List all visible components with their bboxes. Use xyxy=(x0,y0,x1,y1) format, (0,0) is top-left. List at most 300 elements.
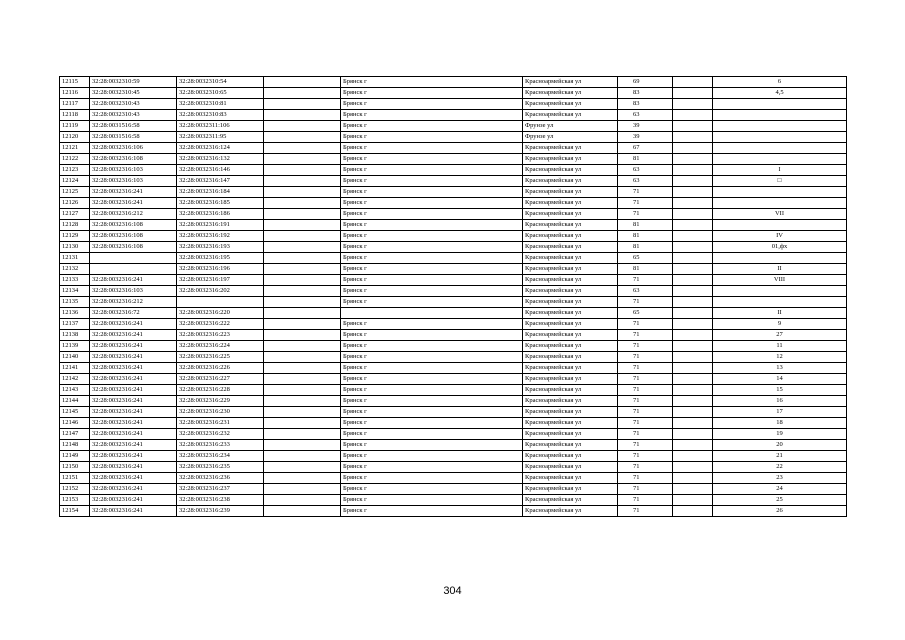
object-cadastral-cell: 32:28:0032316:226 xyxy=(177,363,264,374)
building-cell xyxy=(673,407,713,418)
locality-cell: Брянск г xyxy=(341,77,523,88)
apartment-cell: 01,фх xyxy=(713,242,847,253)
street-cell: Красноармейская ул xyxy=(523,319,618,330)
apartment-cell xyxy=(713,198,847,209)
house-cell: 71 xyxy=(618,330,673,341)
table-row xyxy=(60,264,847,275)
table-row xyxy=(60,407,847,418)
row-number-cell: 12117 xyxy=(60,99,90,110)
street-cell: Красноармейская ул xyxy=(523,154,618,165)
cadastral-number-cell: 32:28:0032310:59 xyxy=(90,77,177,88)
row-number-cell: 12132 xyxy=(60,264,90,275)
empty-cell xyxy=(264,385,341,396)
cadastral-number-cell: 32:28:0032316:103 xyxy=(90,176,177,187)
locality-cell: Брянск г xyxy=(341,220,523,231)
building-cell xyxy=(673,418,713,429)
house-cell: 71 xyxy=(618,319,673,330)
cadastral-number-cell: 32:28:0032316:212 xyxy=(90,297,177,308)
apartment-cell: 4,5 xyxy=(713,88,847,99)
apartment-cell xyxy=(713,220,847,231)
empty-cell xyxy=(264,308,341,319)
cadastral-number-cell: 32:28:0032316:241 xyxy=(90,473,177,484)
table-row xyxy=(60,297,847,308)
house-cell: 83 xyxy=(618,99,673,110)
street-cell: Красноармейская ул xyxy=(523,429,618,440)
building-cell xyxy=(673,462,713,473)
street-cell: Красноармейская ул xyxy=(523,176,618,187)
empty-cell xyxy=(264,407,341,418)
building-cell xyxy=(673,440,713,451)
object-cadastral-cell: 32:28:0032316:222 xyxy=(177,319,264,330)
building-cell xyxy=(673,297,713,308)
street-cell: Красноармейская ул xyxy=(523,451,618,462)
building-cell xyxy=(673,154,713,165)
locality-cell: Брянск г xyxy=(341,374,523,385)
building-cell xyxy=(673,198,713,209)
row-number-cell: 12136 xyxy=(60,308,90,319)
locality-cell: Брянск г xyxy=(341,154,523,165)
empty-cell xyxy=(264,77,341,88)
empty-cell xyxy=(264,352,341,363)
registry-table-body xyxy=(60,77,847,517)
apartment-cell: II xyxy=(713,264,847,275)
building-cell xyxy=(673,308,713,319)
locality-cell: Брянск г xyxy=(341,451,523,462)
empty-cell xyxy=(264,451,341,462)
empty-cell xyxy=(264,275,341,286)
cadastral-number-cell: 32:28:0032316:241 xyxy=(90,440,177,451)
house-cell: 63 xyxy=(618,165,673,176)
building-cell xyxy=(673,110,713,121)
cadastral-number-cell: 32:28:0032316:241 xyxy=(90,495,177,506)
cadastral-number-cell: 32:28:0032316:106 xyxy=(90,143,177,154)
apartment-cell: 20 xyxy=(713,440,847,451)
row-number-cell: 12115 xyxy=(60,77,90,88)
object-cadastral-cell: 32:28:0032310:65 xyxy=(177,88,264,99)
cadastral-number-cell: 32:28:0032316:108 xyxy=(90,154,177,165)
apartment-cell xyxy=(713,143,847,154)
cadastral-number-cell: 32:28:0032316:241 xyxy=(90,198,177,209)
row-number-cell: 12133 xyxy=(60,275,90,286)
cadastral-number-cell: 32:28:0032316:108 xyxy=(90,220,177,231)
building-cell xyxy=(673,385,713,396)
street-cell: Красноармейская ул xyxy=(523,110,618,121)
apartment-cell xyxy=(713,121,847,132)
street-cell: Фрунзе ул xyxy=(523,132,618,143)
cadastral-number-cell: 32:28:0032316:241 xyxy=(90,341,177,352)
street-cell: Красноармейская ул xyxy=(523,297,618,308)
table-row xyxy=(60,473,847,484)
row-number-cell: 12141 xyxy=(60,363,90,374)
cadastral-number-cell: 32:28:0032310:45 xyxy=(90,88,177,99)
building-cell xyxy=(673,429,713,440)
locality-cell: Брянск г xyxy=(341,418,523,429)
table-row xyxy=(60,132,847,143)
locality-cell: Брянск г xyxy=(341,198,523,209)
house-cell: 81 xyxy=(618,154,673,165)
building-cell xyxy=(673,264,713,275)
row-number-cell: 12118 xyxy=(60,110,90,121)
row-number-cell: 12148 xyxy=(60,440,90,451)
building-cell xyxy=(673,77,713,88)
building-cell xyxy=(673,253,713,264)
locality-cell: Брянск г xyxy=(341,462,523,473)
object-cadastral-cell: 32:28:0032310:54 xyxy=(177,77,264,88)
row-number-cell: 12121 xyxy=(60,143,90,154)
row-number-cell: 12129 xyxy=(60,231,90,242)
street-cell: Красноармейская ул xyxy=(523,484,618,495)
object-cadastral-cell: 32:28:0032316:195 xyxy=(177,253,264,264)
object-cadastral-cell: 32:28:0032316:232 xyxy=(177,429,264,440)
building-cell xyxy=(673,374,713,385)
empty-cell xyxy=(264,286,341,297)
table-row xyxy=(60,341,847,352)
empty-cell xyxy=(264,297,341,308)
street-cell: Красноармейская ул xyxy=(523,143,618,154)
row-number-cell: 12145 xyxy=(60,407,90,418)
row-number-cell: 12130 xyxy=(60,242,90,253)
house-cell: 71 xyxy=(618,451,673,462)
house-cell: 71 xyxy=(618,374,673,385)
street-cell: Красноармейская ул xyxy=(523,253,618,264)
house-cell: 71 xyxy=(618,462,673,473)
cadastral-number-cell: 32:28:0032316:108 xyxy=(90,242,177,253)
row-number-cell: 12119 xyxy=(60,121,90,132)
row-number-cell: 12140 xyxy=(60,352,90,363)
locality-cell: Брянск г xyxy=(341,363,523,374)
building-cell xyxy=(673,341,713,352)
object-cadastral-cell: 32:28:0032316:233 xyxy=(177,440,264,451)
apartment-cell: II xyxy=(713,308,847,319)
cadastral-number-cell: 32:28:0032316:241 xyxy=(90,418,177,429)
building-cell xyxy=(673,143,713,154)
locality-cell: Брянск г xyxy=(341,429,523,440)
street-cell: Красноармейская ул xyxy=(523,286,618,297)
object-cadastral-cell: 32:28:0032316:202 xyxy=(177,286,264,297)
row-number-cell: 12144 xyxy=(60,396,90,407)
locality-cell: Брянск г xyxy=(341,407,523,418)
row-number-cell: 12128 xyxy=(60,220,90,231)
apartment-cell: 21 xyxy=(713,451,847,462)
cadastral-number-cell: 32:28:0032316:212 xyxy=(90,209,177,220)
table-row xyxy=(60,385,847,396)
row-number-cell: 12126 xyxy=(60,198,90,209)
house-cell: 71 xyxy=(618,297,673,308)
table-row xyxy=(60,99,847,110)
building-cell xyxy=(673,352,713,363)
row-number-cell: 12151 xyxy=(60,473,90,484)
row-number-cell: 12143 xyxy=(60,385,90,396)
table-row xyxy=(60,220,847,231)
street-cell: Красноармейская ул xyxy=(523,209,618,220)
object-cadastral-cell: 32:28:0032316:196 xyxy=(177,264,264,275)
empty-cell xyxy=(264,473,341,484)
street-cell: Красноармейская ул xyxy=(523,330,618,341)
building-cell xyxy=(673,319,713,330)
street-cell: Красноармейская ул xyxy=(523,407,618,418)
empty-cell xyxy=(264,110,341,121)
empty-cell xyxy=(264,121,341,132)
empty-cell xyxy=(264,253,341,264)
street-cell: Красноармейская ул xyxy=(523,187,618,198)
building-cell xyxy=(673,231,713,242)
locality-cell: Брянск г xyxy=(341,385,523,396)
cadastral-number-cell: 32:28:0032316:241 xyxy=(90,352,177,363)
empty-cell xyxy=(264,165,341,176)
locality-cell: Брянск г xyxy=(341,143,523,154)
empty-cell xyxy=(264,198,341,209)
building-cell xyxy=(673,484,713,495)
apartment-cell xyxy=(713,110,847,121)
apartment-cell: 19 xyxy=(713,429,847,440)
table-row xyxy=(60,231,847,242)
table-row xyxy=(60,396,847,407)
house-cell: 71 xyxy=(618,275,673,286)
table-row xyxy=(60,143,847,154)
locality-cell: Брянск г xyxy=(341,319,523,330)
empty-cell xyxy=(264,264,341,275)
locality-cell: Брянск г xyxy=(341,330,523,341)
locality-cell: Брянск г xyxy=(341,473,523,484)
street-cell: Красноармейская ул xyxy=(523,418,618,429)
street-cell: Красноармейская ул xyxy=(523,88,618,99)
building-cell xyxy=(673,451,713,462)
cadastral-number-cell: 32:28:0032316:241 xyxy=(90,319,177,330)
row-number-cell: 12137 xyxy=(60,319,90,330)
table-row xyxy=(60,286,847,297)
object-cadastral-cell: 32:28:0032316:225 xyxy=(177,352,264,363)
building-cell xyxy=(673,176,713,187)
object-cadastral-cell: 32:28:0032316:147 xyxy=(177,176,264,187)
street-cell: Красноармейская ул xyxy=(523,374,618,385)
locality-cell: Брянск г xyxy=(341,132,523,143)
building-cell xyxy=(673,220,713,231)
apartment-cell: 9 xyxy=(713,319,847,330)
house-cell: 81 xyxy=(618,264,673,275)
house-cell: 71 xyxy=(618,440,673,451)
house-cell: 71 xyxy=(618,473,673,484)
object-cadastral-cell: 32:28:0032316:235 xyxy=(177,462,264,473)
apartment-cell: 12 xyxy=(713,352,847,363)
house-cell: 81 xyxy=(618,231,673,242)
apartment-cell: 13 xyxy=(713,363,847,374)
cadastral-number-cell: 32:28:0032316:241 xyxy=(90,275,177,286)
object-cadastral-cell: 32:28:0032316:224 xyxy=(177,341,264,352)
row-number-cell: 12152 xyxy=(60,484,90,495)
street-cell: Красноармейская ул xyxy=(523,165,618,176)
empty-cell xyxy=(264,209,341,220)
table-row xyxy=(60,209,847,220)
empty-cell xyxy=(264,330,341,341)
street-cell: Красноармейская ул xyxy=(523,231,618,242)
locality-cell: Брянск г xyxy=(341,352,523,363)
street-cell: Красноармейская ул xyxy=(523,396,618,407)
locality-cell: Брянск г xyxy=(341,286,523,297)
house-cell: 71 xyxy=(618,352,673,363)
locality-cell: Брянск г xyxy=(341,165,523,176)
object-cadastral-cell: 32:28:0032316:192 xyxy=(177,231,264,242)
row-number-cell: 12153 xyxy=(60,495,90,506)
house-cell: 81 xyxy=(618,242,673,253)
house-cell: 67 xyxy=(618,143,673,154)
table-row xyxy=(60,88,847,99)
locality-cell: Брянск г xyxy=(341,341,523,352)
table-row xyxy=(60,242,847,253)
apartment-cell: 16 xyxy=(713,396,847,407)
apartment-cell: 25 xyxy=(713,495,847,506)
object-cadastral-cell: 32:28:0032310:83 xyxy=(177,110,264,121)
object-cadastral-cell: 32:28:0032316:231 xyxy=(177,418,264,429)
table-row xyxy=(60,363,847,374)
table-row xyxy=(60,374,847,385)
apartment-cell: 11 xyxy=(713,341,847,352)
object-cadastral-cell: 32:28:0032316:223 xyxy=(177,330,264,341)
apartment-cell xyxy=(713,297,847,308)
cadastral-number-cell: 32:28:0032316:241 xyxy=(90,484,177,495)
street-cell: Красноармейская ул xyxy=(523,99,618,110)
empty-cell xyxy=(264,231,341,242)
building-cell xyxy=(673,506,713,517)
table-row xyxy=(60,440,847,451)
cadastral-number-cell: 32:28:0032316:241 xyxy=(90,363,177,374)
house-cell: 71 xyxy=(618,198,673,209)
locality-cell: Брянск г xyxy=(341,99,523,110)
row-number-cell: 12138 xyxy=(60,330,90,341)
locality-cell: Брянск г xyxy=(341,231,523,242)
object-cadastral-cell: 32:28:0032316:237 xyxy=(177,484,264,495)
building-cell xyxy=(673,121,713,132)
house-cell: 71 xyxy=(618,407,673,418)
table-row xyxy=(60,506,847,517)
table-row xyxy=(60,418,847,429)
locality-cell: Брянск г xyxy=(341,297,523,308)
table-row xyxy=(60,176,847,187)
street-cell: Красноармейская ул xyxy=(523,220,618,231)
row-number-cell: 12123 xyxy=(60,165,90,176)
table-row xyxy=(60,462,847,473)
house-cell: 63 xyxy=(618,286,673,297)
row-number-cell: 12146 xyxy=(60,418,90,429)
table-row xyxy=(60,484,847,495)
table-row xyxy=(60,319,847,330)
locality-cell: Брянск г xyxy=(341,176,523,187)
house-cell: 71 xyxy=(618,187,673,198)
house-cell: 71 xyxy=(618,396,673,407)
empty-cell xyxy=(264,363,341,374)
street-cell: Красноармейская ул xyxy=(523,473,618,484)
street-cell: Красноармейская ул xyxy=(523,462,618,473)
empty-cell xyxy=(264,187,341,198)
apartment-cell xyxy=(713,154,847,165)
row-number-cell: 12120 xyxy=(60,132,90,143)
street-cell: Красноармейская ул xyxy=(523,506,618,517)
house-cell: 63 xyxy=(618,110,673,121)
cadastral-number-cell: 32:28:0031516:58 xyxy=(90,121,177,132)
apartment-cell xyxy=(713,187,847,198)
table-row xyxy=(60,77,847,88)
cadastral-number-cell: 32:28:0032316:241 xyxy=(90,396,177,407)
cadastral-number-cell: 32:28:0032316:241 xyxy=(90,451,177,462)
empty-cell xyxy=(264,132,341,143)
apartment-cell: IV xyxy=(713,231,847,242)
object-cadastral-cell: 32:28:0032311:106 xyxy=(177,121,264,132)
object-cadastral-cell: 32:28:0032316:191 xyxy=(177,220,264,231)
apartment-cell: 27 xyxy=(713,330,847,341)
empty-cell xyxy=(264,341,341,352)
empty-cell xyxy=(264,506,341,517)
cadastral-number-cell: 32:28:0032316:241 xyxy=(90,187,177,198)
table-row xyxy=(60,165,847,176)
locality-cell: Брянск г xyxy=(341,209,523,220)
building-cell xyxy=(673,396,713,407)
cadastral-number-cell xyxy=(90,264,177,275)
row-number-cell: 12116 xyxy=(60,88,90,99)
locality-cell: Брянск г xyxy=(341,506,523,517)
cadastral-number-cell: 32:28:0032316:103 xyxy=(90,165,177,176)
object-cadastral-cell: 32:28:0032316:146 xyxy=(177,165,264,176)
apartment-cell xyxy=(713,99,847,110)
locality-cell: Брянск г xyxy=(341,484,523,495)
locality-cell xyxy=(341,308,523,319)
locality-cell: Брянск г xyxy=(341,88,523,99)
table-row xyxy=(60,121,847,132)
empty-cell xyxy=(264,429,341,440)
street-cell: Красноармейская ул xyxy=(523,385,618,396)
row-number-cell: 12125 xyxy=(60,187,90,198)
row-number-cell: 12122 xyxy=(60,154,90,165)
object-cadastral-cell: 32:28:0032316:228 xyxy=(177,385,264,396)
street-cell: Красноармейская ул xyxy=(523,352,618,363)
apartment-cell xyxy=(713,286,847,297)
empty-cell xyxy=(264,374,341,385)
apartment-cell: □ xyxy=(713,176,847,187)
cadastral-number-cell: 32:28:0032316:72 xyxy=(90,308,177,319)
registry-table xyxy=(59,76,847,517)
cadastral-number-cell: 32:28:0032316:103 xyxy=(90,286,177,297)
page-number: 304 xyxy=(443,585,462,597)
apartment-cell: 22 xyxy=(713,462,847,473)
object-cadastral-cell: 32:28:0032316:220 xyxy=(177,308,264,319)
house-cell: 83 xyxy=(618,88,673,99)
house-cell: 39 xyxy=(618,132,673,143)
row-number-cell: 12139 xyxy=(60,341,90,352)
table-row xyxy=(60,198,847,209)
building-cell xyxy=(673,363,713,374)
row-number-cell: 12149 xyxy=(60,451,90,462)
apartment-cell: 24 xyxy=(713,484,847,495)
house-cell: 71 xyxy=(618,341,673,352)
house-cell: 71 xyxy=(618,495,673,506)
apartment-cell: 14 xyxy=(713,374,847,385)
street-cell: Красноармейская ул xyxy=(523,198,618,209)
empty-cell xyxy=(264,418,341,429)
table-row xyxy=(60,110,847,121)
empty-cell xyxy=(264,440,341,451)
apartment-cell: 23 xyxy=(713,473,847,484)
apartment-cell: 18 xyxy=(713,418,847,429)
empty-cell xyxy=(264,88,341,99)
cadastral-number-cell xyxy=(90,253,177,264)
house-cell: 65 xyxy=(618,253,673,264)
locality-cell: Брянск г xyxy=(341,495,523,506)
street-cell: Красноармейская ул xyxy=(523,341,618,352)
empty-cell xyxy=(264,484,341,495)
cadastral-number-cell: 32:28:0031516:58 xyxy=(90,132,177,143)
house-cell: 71 xyxy=(618,506,673,517)
table-row xyxy=(60,451,847,462)
table-row xyxy=(60,330,847,341)
object-cadastral-cell: 32:28:0032311:95 xyxy=(177,132,264,143)
